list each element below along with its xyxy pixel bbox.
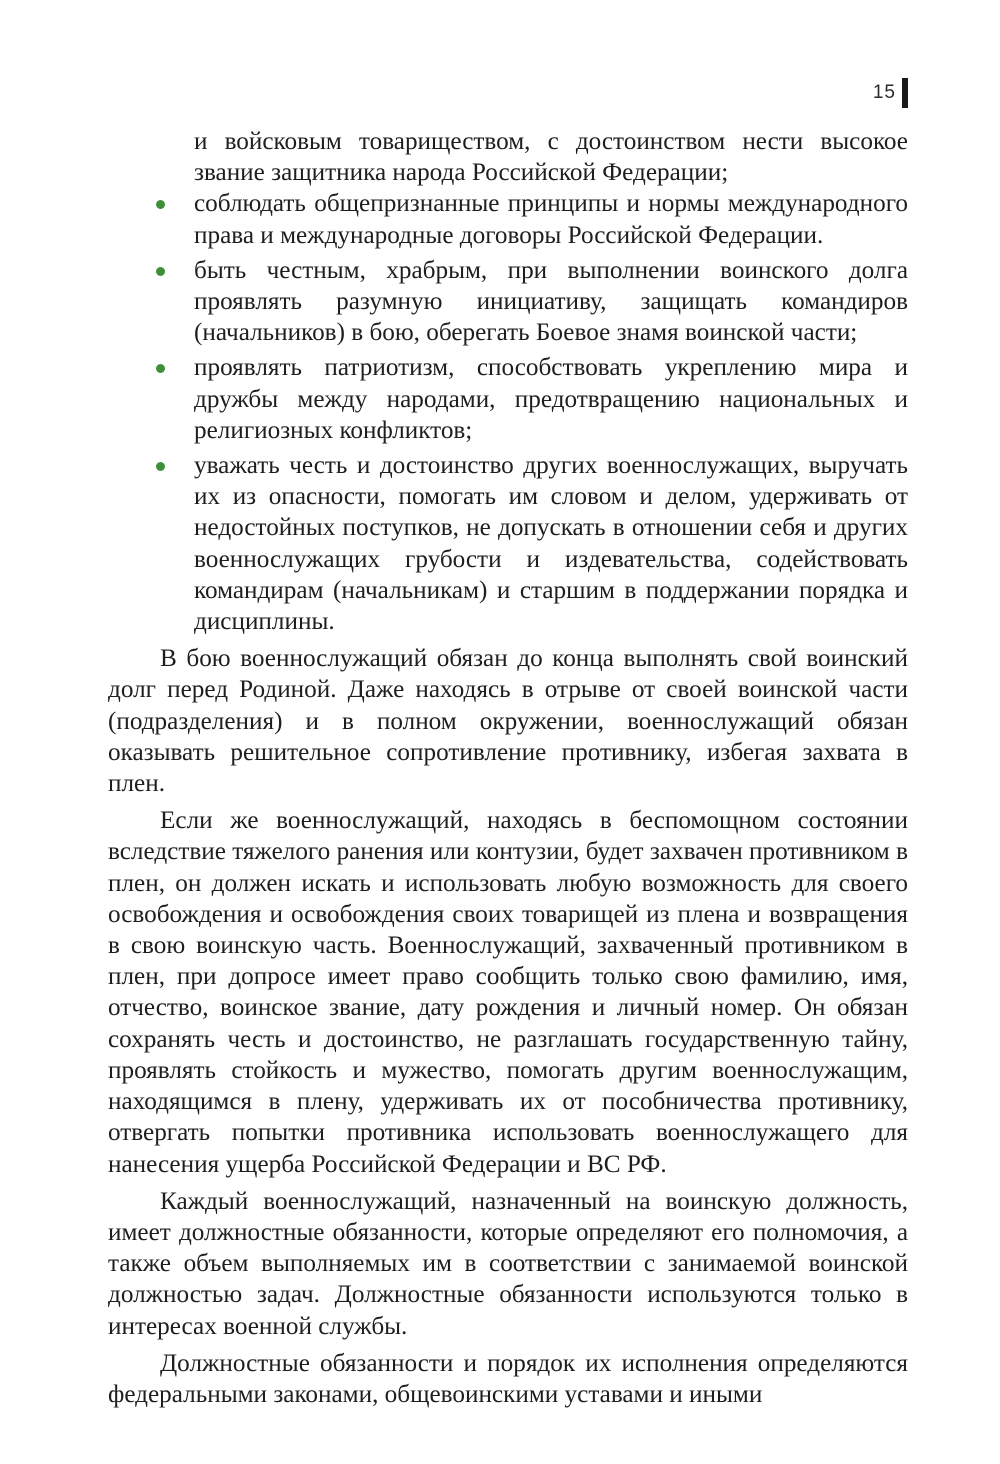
continued-list-text: и войсковым товариществом, с достоинством нести высокое звание защитника народа Российской Федерации;: [194, 128, 908, 187]
list-item-text: уважать честь и достоинство других военнослужащих, выручать их из опасности, помогать им словом и делом, удерживать от недостойных поступков, не допускать в отношении себя и других военнослужащих грубости и издевательства, содействовать командирам (начальникам) и старшим в поддержании порядка и дисциплины.: [194, 452, 908, 636]
paragraph: Каждый военнослужащий, назначенный на воинскую должность, имеет должностные обязанности, которые определяют его полномочия, а также объем выполняемых им в соответствии с занимаемой воинской должностью задач. Должностные обязанности используются только в интересах военной службы.: [108, 1187, 908, 1340]
page-header: [873, 78, 908, 108]
bullet-icon: [156, 267, 165, 276]
duties-list: [108, 188, 908, 637]
list-item-text: быть честным, храбрым, при выполнении воинского долга проявлять разумную инициативу, защищать командиров (начальников) в бою, оберегать Боевое знамя воинской части;: [194, 256, 908, 347]
page-marker-bar: [902, 78, 908, 108]
page-body: [108, 126, 908, 1410]
bullet-icon: [156, 364, 165, 373]
paragraph: Если же военнослужащий, находясь в беспомощном состоянии вследствие тяжелого ранения или контузии, будет захвачен противником в плен, он должен искать и использовать любую возможность для своего освобождения и освобождения своих товарищей из плена и возвращения в свою воинскую часть. Военнослужащий, захваченный противником в плен, при допросе имеет право сообщить только свою фамилию, имя, отчество, воинское звание, дату рождения и личный номер. Он обязан сохранять честь и достоинство, не разглашать государственную тайну, проявлять стойкость и мужество, помогать другим военнослужащим, находящимся в плену, удерживать их от пособничества противнику, отвергать попытки противника использовать военнослужащего для нанесения ущерба Российской Федерации и ВС РФ.: [108, 807, 908, 1178]
list-item: [108, 352, 908, 446]
list-item: [108, 450, 908, 637]
list-item: [108, 255, 908, 349]
paragraph: Должностные обязанности и порядок их исполнения определяются федеральными законами, общевоинскими уставами и иными: [108, 1349, 908, 1408]
page-number: 15: [872, 82, 896, 103]
list-item-text: проявлять патриотизм, способствовать укреплению мира и дружбы между народами, предотвращению национальных и религиозных конфликтов;: [194, 354, 908, 444]
bullet-icon: [156, 200, 165, 209]
bullet-icon: [156, 462, 165, 471]
paragraph: В бою военнослужащий обязан до конца выполнять свой воинский долг перед Родиной. Даже находясь в отрыве от своей воинской части (подразделения) и в полном окружении, военнослужащий обязан оказывать решительное сопротивление противнику, избегая захвата в плен.: [108, 645, 908, 798]
list-item-text: соблюдать общепризнанные принципы и нормы международного права и международные договоры Российской Федерации.: [194, 190, 908, 249]
list-item: [108, 188, 908, 250]
